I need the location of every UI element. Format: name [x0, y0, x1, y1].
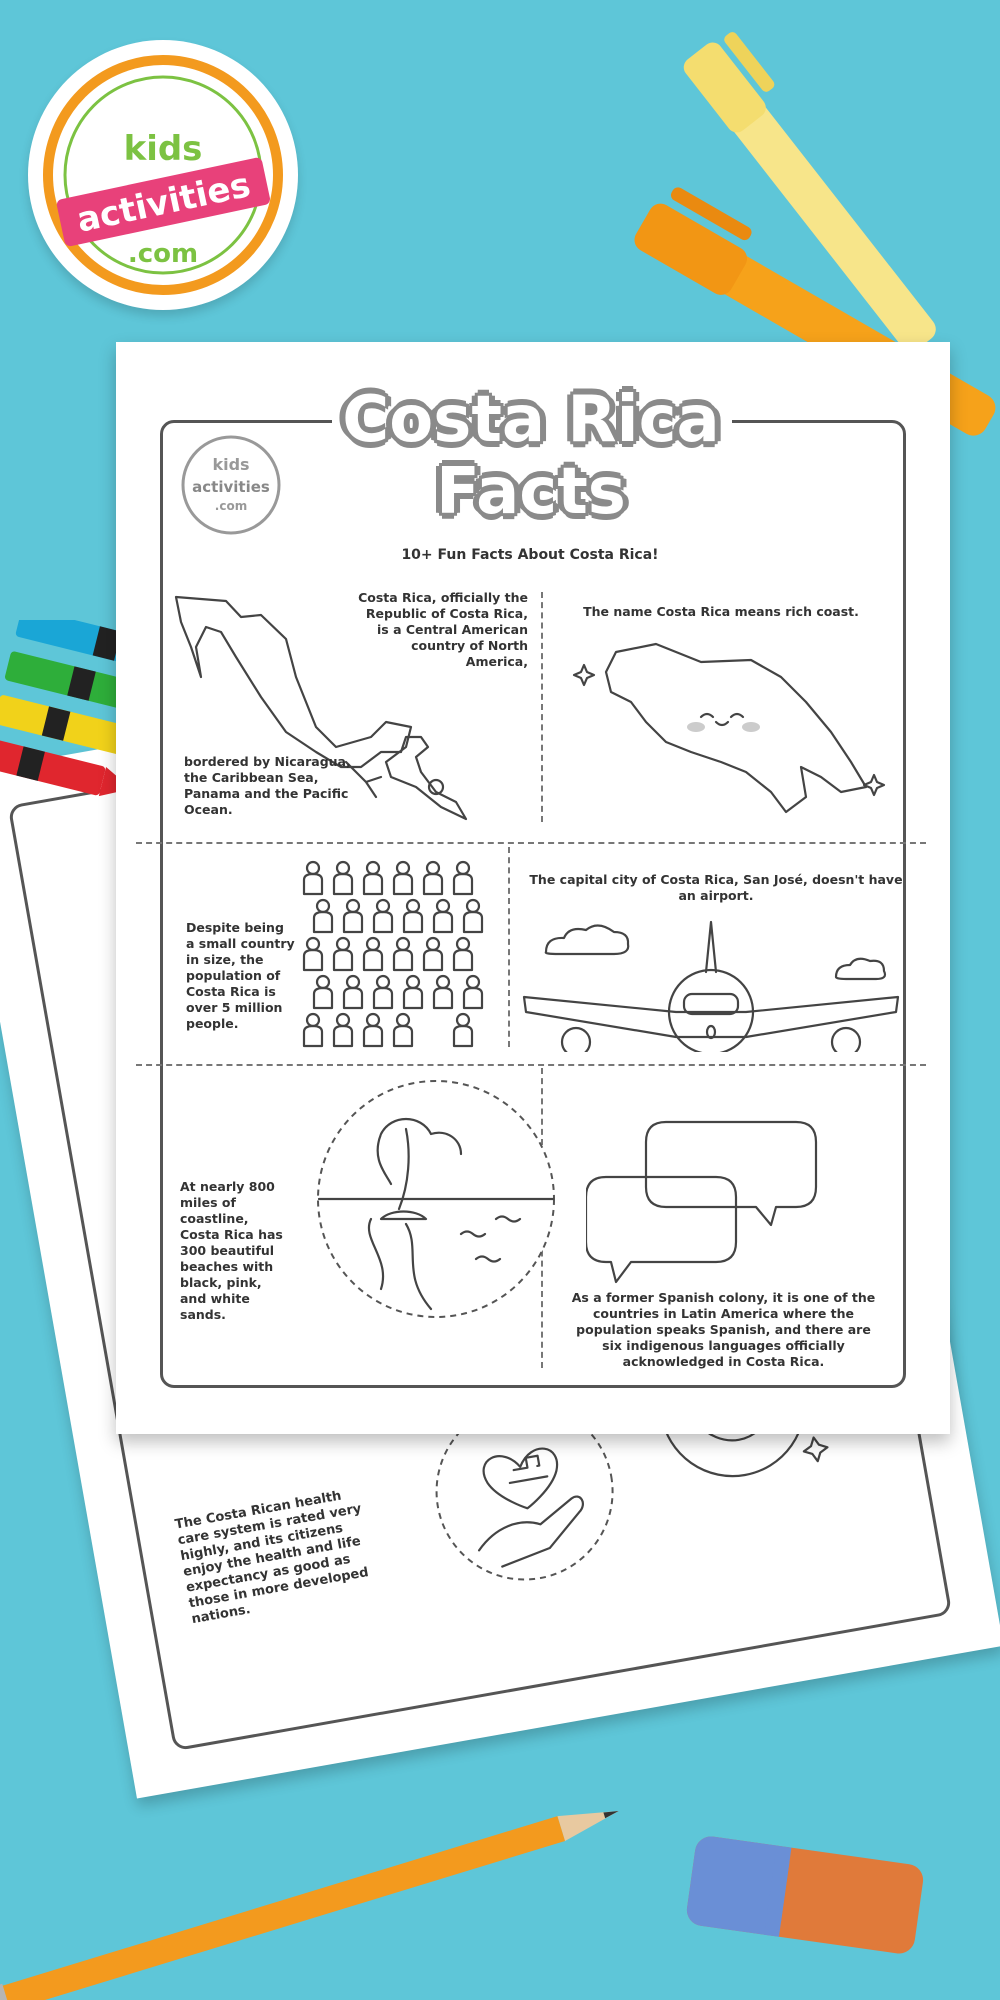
person-figure [404, 900, 422, 932]
divider-horizontal-2 [136, 1064, 926, 1066]
svg-text:kids: kids [123, 129, 203, 169]
svg-text:.com: .com [127, 239, 199, 269]
person-figure [434, 900, 452, 932]
fact-language: As a former Spanish colony, it is one of the countries in Latin America where the population speaks Spanish, and there are six indigenous languages officially acknowledged in Costa Rica. [571, 1290, 876, 1369]
person-figure [374, 900, 392, 932]
person-figure [404, 976, 422, 1008]
person-figure [304, 938, 322, 970]
person-figure [374, 976, 392, 1008]
divider-horizontal-1 [136, 842, 926, 844]
person-figure [344, 976, 362, 1008]
person-figure [334, 938, 352, 970]
person-figure [394, 938, 412, 970]
svg-text:kids: kids [212, 455, 250, 474]
divider-vertical-2 [508, 847, 510, 1047]
person-figure [334, 862, 352, 894]
svg-text:activities: activities [73, 165, 254, 241]
people-icon [301, 852, 491, 1052]
worksheet-subtitle: 10+ Fun Facts About Costa Rica! [401, 547, 659, 563]
health-care-fact: The Costa Rican health care system is rated very highly, and its citizens enjoy the health and life expectancy as good as those in more developed nations. [173, 1488, 370, 1628]
kids-activities-stamp-logo [176, 430, 286, 540]
title-line-1: Costa Rica [342, 383, 720, 457]
orange-pencil [0, 1780, 700, 2000]
divider-vertical-1 [541, 592, 543, 822]
person-figure [304, 862, 322, 894]
person-figure [424, 862, 442, 894]
person-figure [364, 862, 382, 894]
person-figure [434, 976, 452, 1008]
person-figure [454, 862, 472, 894]
costa-rica-facts-worksheet [116, 342, 950, 1434]
palm-beach-icon [311, 1074, 561, 1324]
eraser [670, 1820, 940, 1970]
fact-borders: bordered by Nicaragua, the Caribbean Sea, Panama and the Pacific Ocean. [184, 754, 351, 817]
person-figure [344, 900, 362, 932]
svg-text:activities: activities [192, 478, 270, 496]
airplane-icon [516, 902, 906, 1052]
person-figure [464, 900, 482, 932]
person-figure [394, 862, 412, 894]
person-figure [424, 938, 442, 970]
fact-coastline: At nearly 800 miles of coastline, Costa Rica has 300 beautiful beaches with black, pink, and white sands. [180, 1179, 283, 1322]
person-figure [304, 1014, 322, 1046]
fact-capital: The capital city of Costa Rica, San José, doesn't have an airport. [529, 872, 903, 903]
svg-text:.com: .com [214, 499, 248, 513]
person-figure [364, 938, 382, 970]
person-figure [464, 976, 482, 1008]
person-figure [314, 900, 332, 932]
fact-official-name: Costa Rica, officially the Republic of Costa Rica, is a Central American country of North America, [358, 590, 528, 669]
costa-rica-map-icon [561, 622, 901, 832]
worksheet-title [326, 384, 736, 528]
person-figure [334, 1014, 352, 1046]
fact-name-meaning: The name Costa Rica means rich coast. [583, 604, 859, 619]
fact-population: Despite being a small country in size, the population of Costa Rica is over 5 million people. [186, 920, 295, 1031]
kids-activities-logo [28, 40, 298, 310]
person-figure [454, 1014, 472, 1046]
person-figure [454, 938, 472, 970]
person-figure [394, 1014, 412, 1046]
speech-bubbles-icon [586, 1112, 836, 1292]
person-figure [364, 1014, 382, 1046]
title-line-2: Facts [436, 455, 626, 529]
person-figure [314, 976, 332, 1008]
